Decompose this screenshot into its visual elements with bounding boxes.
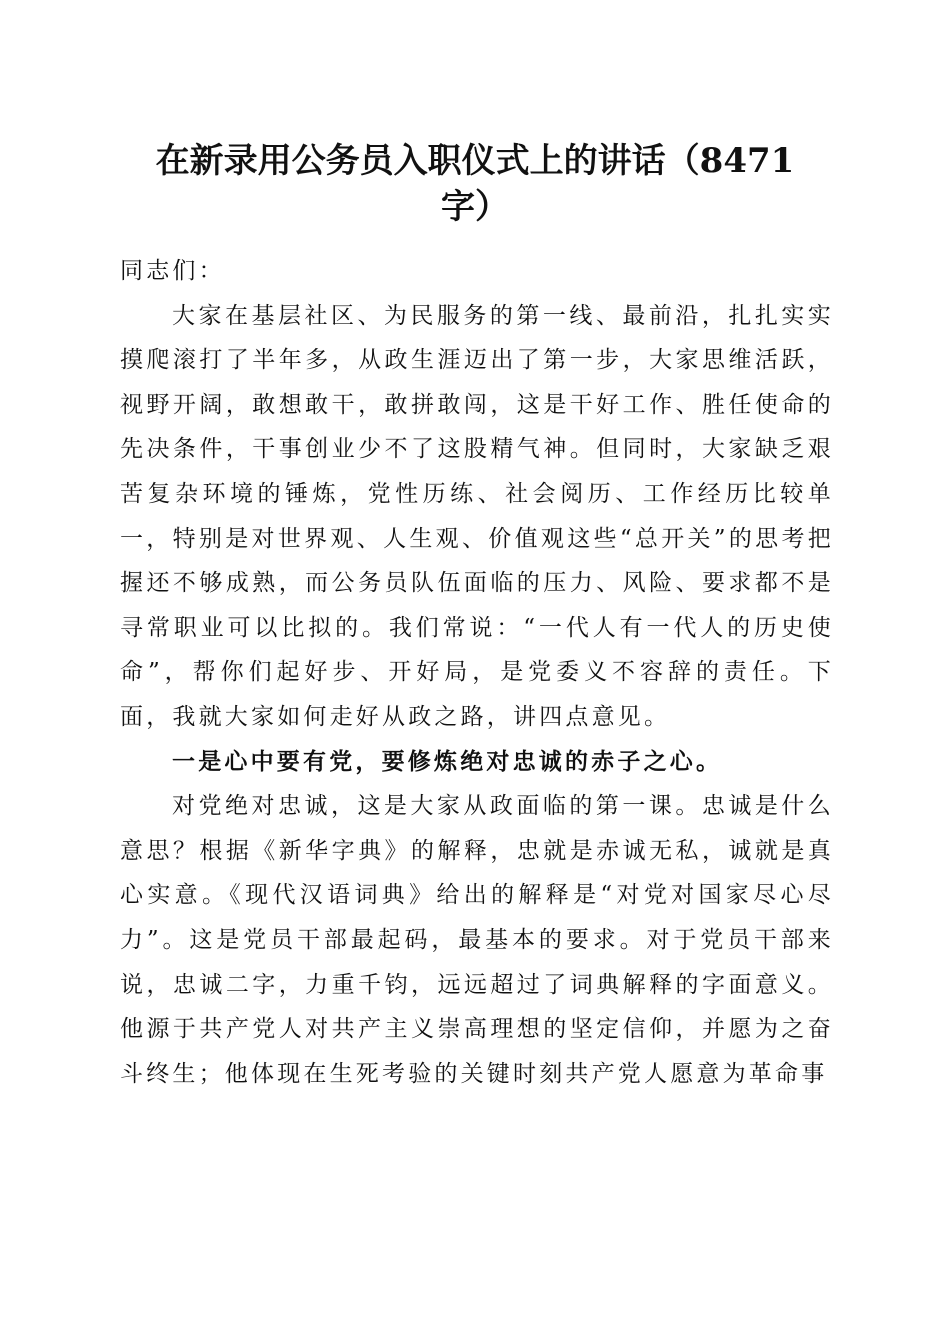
document-body <box>120 249 834 1096</box>
paragraph-loyalty: 对党绝对忠诚，这是大家从政面临的第一课。忠诚是什么意思？根据《新华字典》的解释，忠就是赤诚无私，诚就是真心实意。《现代汉语词典》给出的解释是“对党对国家尽心尽力”。这是党员干部最起码，最基本的要求。对于党员干部来说，忠诚二字，力重千钧，远远超过了词典解释的字面意义。他源于共产党人对共产主义崇高理想的坚定信仰，并愿为之奋斗终生；他体现在生死考验的关键时刻共产党人愿意为革命事 <box>120 793 834 1087</box>
title-line-2: 字） <box>441 187 509 227</box>
paragraph-intro: 大家在基层社区、为民服务的第一线、最前沿，扎扎实实摸爬滚打了半年多，从政生涯迈出了第一步，大家思维活跃，视野开阔，敢想敢干，敢拼敢闯，这是干好工作、胜任使命的先决条件，干事创业少不了这股精气神。但同时，大家缺乏艰苦复杂环境的锤炼，党性历练、社会阅历、工作经历比较单一，特别是对世界观、人生观、价值观这些“总开关”的思考把握还不够成熟，而公务员队伍面临的压力、风险、要求都不是寻常职业可以比拟的。我们常说：“一代人有一代人的历史使命”，帮你们起好步、开好局，是党委义不容辞的责任。下面，我就大家如何走好从政之路，讲四点意见。 <box>120 302 834 730</box>
title-line-1: 在新录用公务员入职仪式上的讲话（8471 <box>155 141 795 181</box>
section-heading-1: 一是心中要有党，要修炼绝对忠诚的赤子之心。 <box>172 747 723 775</box>
document-title <box>120 138 830 230</box>
salutation: 同志们： <box>120 258 225 284</box>
